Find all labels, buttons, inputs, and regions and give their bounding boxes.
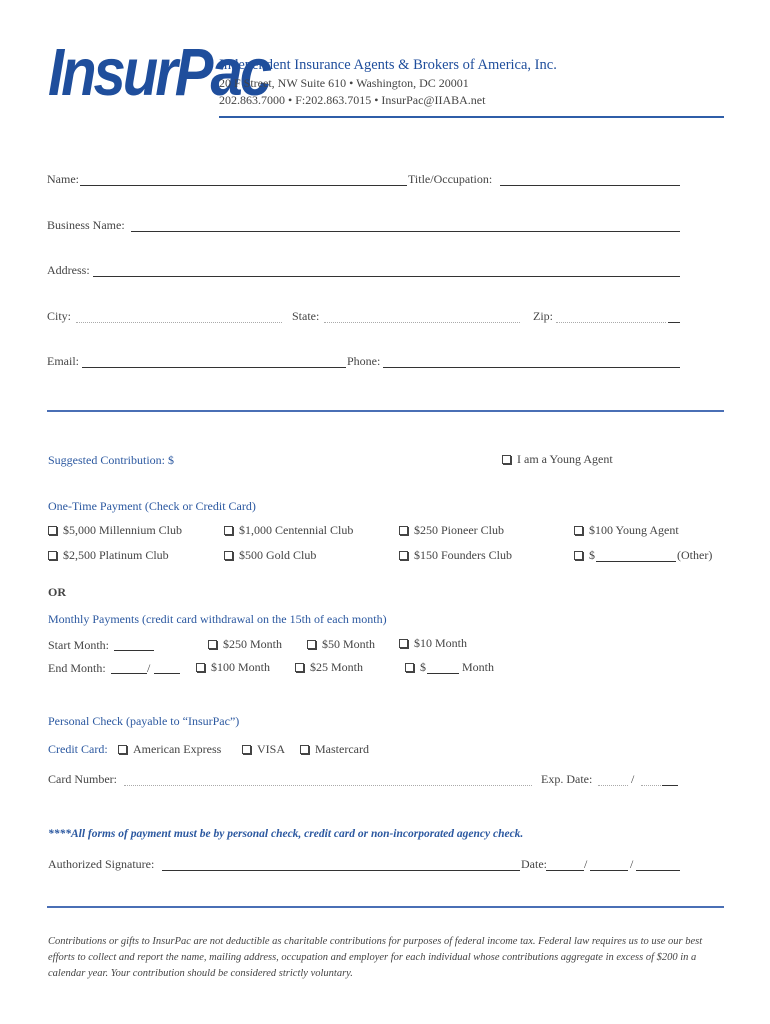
name-input[interactable] bbox=[80, 185, 407, 186]
option-label: $250 Pioneer Club bbox=[414, 523, 504, 537]
millennium-club-option[interactable] bbox=[48, 523, 182, 538]
monthly-10-option[interactable] bbox=[399, 636, 467, 651]
title-input[interactable] bbox=[500, 185, 680, 186]
date-slash-1: / bbox=[584, 857, 588, 871]
exp-date-label: Exp. Date: bbox=[541, 772, 593, 786]
option-label: $2,500 Platinum Club bbox=[63, 548, 169, 562]
checkbox-icon[interactable] bbox=[399, 639, 408, 648]
card-number-input[interactable] bbox=[124, 785, 532, 786]
zip-input[interactable] bbox=[556, 322, 666, 323]
checkbox-icon[interactable] bbox=[405, 663, 414, 672]
org-name: Independent Insurance Agents & Brokers of America, Inc. bbox=[219, 57, 557, 73]
business-input[interactable] bbox=[131, 231, 680, 232]
checkbox-icon[interactable] bbox=[502, 455, 511, 464]
business-label: Business Name: bbox=[47, 218, 125, 232]
or-label: OR bbox=[48, 585, 66, 599]
young-agent-100-option[interactable] bbox=[574, 523, 679, 538]
signature-input[interactable] bbox=[162, 870, 520, 871]
monthly-100-option[interactable] bbox=[196, 660, 270, 675]
date-slash-2: / bbox=[630, 857, 634, 871]
payment-notice: ****All forms of payment must be by personal check, credit card or non-incorporated agency check. bbox=[48, 828, 524, 840]
org-contact: 202.863.7000 • F:202.863.7015 • InsurPac@IIABA.net bbox=[219, 93, 486, 107]
option-label: $250 Month bbox=[223, 637, 283, 651]
checkbox-icon[interactable] bbox=[242, 745, 251, 754]
option-label: VISA bbox=[257, 742, 286, 756]
option-label: $100 Young Agent bbox=[589, 523, 679, 537]
date-label: Date: bbox=[521, 857, 547, 871]
exp-date-slash: / bbox=[631, 772, 635, 786]
state-input[interactable] bbox=[324, 322, 520, 323]
address-label: Address: bbox=[47, 263, 90, 277]
phone-label: Phone: bbox=[347, 354, 381, 368]
young-agent-option[interactable] bbox=[502, 452, 613, 467]
header-rule bbox=[219, 116, 724, 118]
option-label: $ bbox=[420, 660, 426, 674]
checkbox-icon[interactable] bbox=[224, 526, 233, 535]
option-label: $150 Founders Club bbox=[414, 548, 513, 562]
suggested-contribution-label: Suggested Contribution: $ bbox=[48, 453, 174, 467]
checkbox-icon[interactable] bbox=[574, 526, 583, 535]
monthly-other-input[interactable] bbox=[427, 673, 459, 674]
checkbox-icon[interactable] bbox=[399, 526, 408, 535]
checkbox-icon[interactable] bbox=[300, 745, 309, 754]
visa-option[interactable] bbox=[242, 742, 285, 757]
other-amount-option[interactable] bbox=[574, 548, 595, 563]
checkbox-icon[interactable] bbox=[208, 640, 217, 649]
card-number-label: Card Number: bbox=[48, 772, 117, 786]
option-label: American Express bbox=[133, 742, 222, 756]
monthly-heading: Monthly Payments (credit card withdrawal on the 15th of each month) bbox=[48, 612, 387, 626]
email-input[interactable] bbox=[82, 367, 346, 368]
monthly-25-option[interactable] bbox=[295, 660, 363, 675]
start-month-label: Start Month: bbox=[48, 638, 110, 652]
end-month-slash: / bbox=[147, 661, 151, 675]
mastercard-option[interactable] bbox=[300, 742, 369, 757]
exp-year-end-line bbox=[662, 785, 678, 786]
option-label: $500 Gold Club bbox=[239, 548, 317, 562]
checkbox-icon[interactable] bbox=[399, 551, 408, 560]
month-label: Month bbox=[462, 660, 495, 674]
checkbox-icon[interactable] bbox=[48, 551, 57, 560]
credit-card-label: Credit Card: bbox=[48, 742, 108, 756]
option-label: $5,000 Millennium Club bbox=[63, 523, 183, 537]
date-year-input[interactable] bbox=[636, 870, 680, 871]
city-label: City: bbox=[47, 309, 72, 323]
monthly-250-option[interactable] bbox=[208, 637, 282, 652]
section-rule-1 bbox=[47, 410, 724, 412]
monthly-50-option[interactable] bbox=[307, 637, 375, 652]
email-label: Email: bbox=[47, 354, 79, 368]
address-input[interactable] bbox=[93, 276, 680, 277]
monthly-other-option[interactable] bbox=[405, 660, 426, 675]
section-rule-2 bbox=[47, 906, 724, 908]
date-day-input[interactable] bbox=[590, 870, 628, 871]
exp-year-input[interactable] bbox=[641, 785, 661, 786]
young-agent-label: I am a Young Agent bbox=[517, 452, 613, 466]
checkbox-icon[interactable] bbox=[295, 663, 304, 672]
end-month-label: End Month: bbox=[48, 661, 106, 675]
option-label: $ bbox=[589, 548, 595, 562]
zip-label: Zip: bbox=[533, 309, 553, 323]
gold-club-option[interactable] bbox=[224, 548, 316, 563]
option-label: $1,000 Centennial Club bbox=[239, 523, 354, 537]
signature-label: Authorized Signature: bbox=[48, 857, 155, 871]
pioneer-club-option[interactable] bbox=[399, 523, 504, 538]
amex-option[interactable] bbox=[118, 742, 221, 757]
org-address: 20 F Street, NW Suite 610 • Washington, DC 20001 bbox=[219, 76, 469, 90]
checkbox-icon[interactable] bbox=[118, 745, 127, 754]
phone-input[interactable] bbox=[383, 367, 680, 368]
platinum-club-option[interactable] bbox=[48, 548, 169, 563]
personal-check-label: Personal Check (payable to “InsurPac”) bbox=[48, 714, 240, 728]
start-month-input[interactable] bbox=[114, 650, 154, 651]
checkbox-icon[interactable] bbox=[48, 526, 57, 535]
one-time-heading: One-Time Payment (Check or Credit Card) bbox=[48, 499, 256, 513]
city-input[interactable] bbox=[76, 322, 282, 323]
checkbox-icon[interactable] bbox=[307, 640, 316, 649]
checkbox-icon[interactable] bbox=[196, 663, 205, 672]
option-label: $50 Month bbox=[322, 637, 376, 651]
insurpac-logo: InsurPac bbox=[48, 35, 269, 111]
other-label: (Other) bbox=[677, 548, 713, 562]
founders-club-option[interactable] bbox=[399, 548, 512, 563]
exp-month-input[interactable] bbox=[598, 785, 628, 786]
checkbox-icon[interactable] bbox=[574, 551, 583, 560]
name-label: Name: bbox=[47, 172, 79, 186]
title-label: Title/Occupation: bbox=[408, 172, 493, 186]
option-label: $10 Month bbox=[414, 636, 468, 650]
end-year-input[interactable] bbox=[154, 673, 180, 674]
checkbox-icon[interactable] bbox=[224, 551, 233, 560]
other-amount-input[interactable] bbox=[596, 561, 676, 562]
date-month-input[interactable] bbox=[546, 870, 584, 871]
state-label: State: bbox=[292, 309, 320, 323]
centennial-club-option[interactable] bbox=[224, 523, 353, 538]
zip-end-line bbox=[668, 322, 680, 323]
option-label: $25 Month bbox=[310, 660, 364, 674]
option-label: $100 Month bbox=[211, 660, 271, 674]
option-label: Mastercard bbox=[315, 742, 369, 756]
footer-disclaimer: Contributions or gifts to InsurPac are not deductible as charitable contributions for purposes of federal income tax. Federal law requires us to use our best efforts to collect and report the name, mailing address, occupation and employer for each individual whose contributions aggregate in excess of $200 in a calendar year. Your contribution should be considered strictly voluntary. bbox=[48, 936, 703, 979]
end-month-input[interactable] bbox=[111, 673, 147, 674]
